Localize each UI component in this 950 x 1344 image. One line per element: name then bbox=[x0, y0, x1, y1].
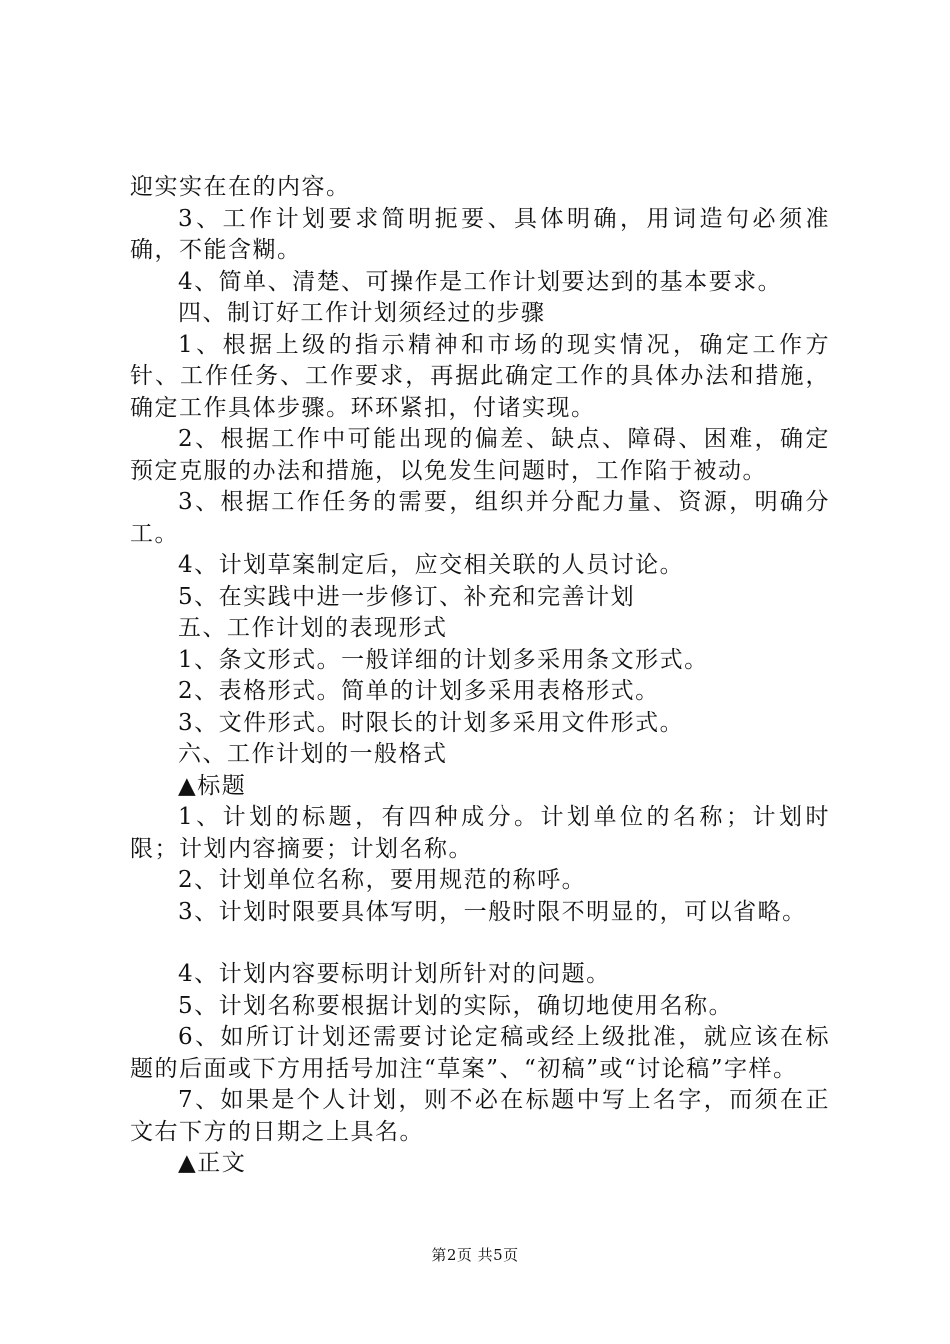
paragraph-title-3: 3、计划时限要具体写明，一般时限不明显的，可以省略。 bbox=[178, 898, 807, 925]
subheading-title: ▲标题 bbox=[178, 772, 247, 799]
paragraph-requirement-4: 4、简单、清楚、可操作是工作计划要达到的基本要求。 bbox=[178, 268, 783, 295]
paragraph-step-2: 2、根据工作中可能出现的偏差、缺点、障碍、困难，确定预定克服的办法和措施，以免发生问题时，工作陷于被动。 bbox=[130, 426, 830, 484]
subheading-body: ▲正文 bbox=[178, 1150, 247, 1176]
paragraph-form-3: 3、文件形式。时限长的计划多采用文件形式。 bbox=[178, 709, 685, 736]
paragraph-form-1: 1、条文形式。一般详细的计划多采用条文形式。 bbox=[178, 646, 709, 673]
paragraph-title-7: 7、如果是个人计划，则不必在标题中写上名字，而须在正文右下方的日期之上具名。 bbox=[130, 1087, 830, 1145]
paragraph-title-1: 1、计划的标题，有四种成分。计划单位的名称；计划时限；计划内容摘要；计划名称。 bbox=[130, 804, 830, 862]
document-body bbox=[130, 172, 830, 1180]
paragraph-title-5: 5、计划名称要根据计划的实际，确切地使用名称。 bbox=[178, 992, 734, 1019]
paragraph-step-1: 1、根据上级的指示精神和市场的现实情况，确定工作方针、工作任务、工作要求，再据此确定工作的具体办法和措施，确定工作具体步骤。环环紧扣，付诸实现。 bbox=[130, 331, 830, 421]
paragraph-step-5: 5、在实践中进一步修订、补充和完善计划 bbox=[178, 583, 636, 610]
paragraph-form-2: 2、表格形式。简单的计划多采用表格形式。 bbox=[178, 678, 660, 704]
paragraph-title-6: 6、如所订计划还需要讨论定稿或经上级批准，就应该在标题的后面或下方用括号加注“草案”、“初稿”或“讨论稿”字样。 bbox=[130, 1024, 830, 1082]
paragraph-step-4: 4、计划草案制定后，应交相关联的人员讨论。 bbox=[178, 552, 685, 578]
section-heading-6: 六、工作计划的一般格式 bbox=[178, 741, 448, 767]
paragraph-continuation: 迎实实在在的内容。 bbox=[130, 174, 351, 200]
section-heading-5: 五、工作计划的表现形式 bbox=[178, 615, 448, 641]
paragraph-requirement-3: 3、工作计划要求简明扼要、具体明确，用词造句必须准确，不能含糊。 bbox=[130, 205, 830, 263]
paragraph-title-2: 2、计划单位名称，要用规范的称呼。 bbox=[178, 867, 587, 893]
paragraph-step-3: 3、根据工作任务的需要，组织并分配力量、资源，明确分工。 bbox=[130, 489, 830, 547]
paragraph-title-4: 4、计划内容要标明计划所针对的问题。 bbox=[178, 961, 611, 987]
page-footer: 第2页 共5页 bbox=[431, 1246, 519, 1264]
section-heading-4: 四、制订好工作计划须经过的步骤 bbox=[178, 300, 546, 326]
